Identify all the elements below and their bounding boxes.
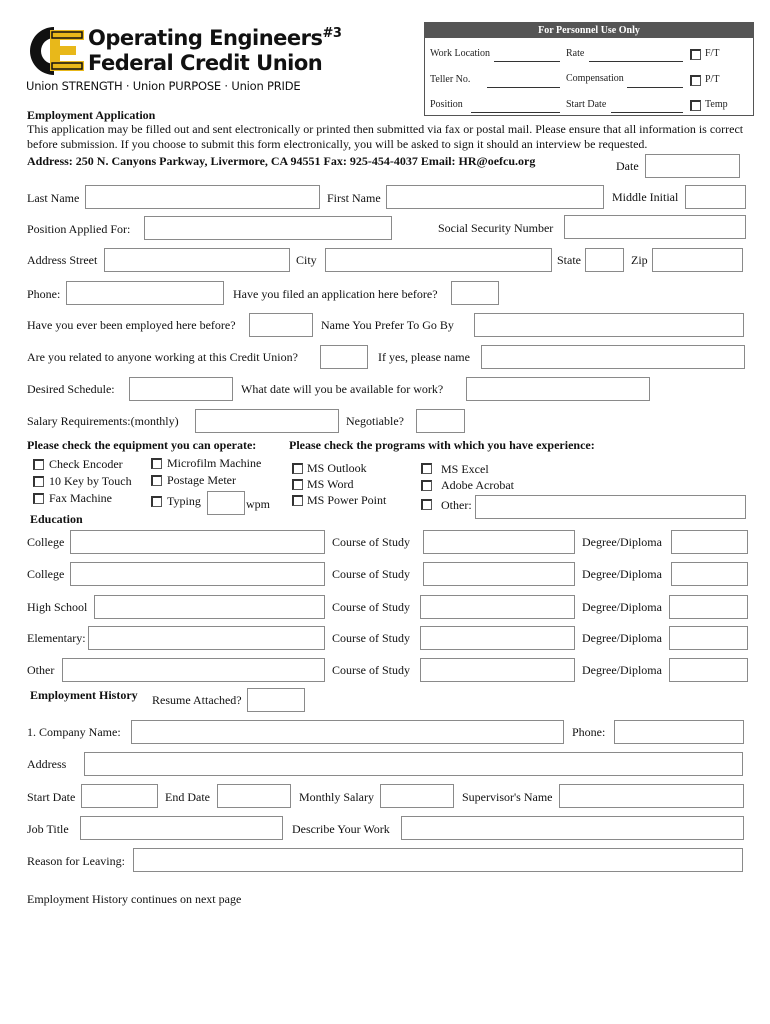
start-date-field[interactable] [81,784,158,808]
education-row-label: Elementary: [27,631,86,645]
start-date-line[interactable] [611,112,683,113]
elementary-degree-field[interactable] [669,626,748,650]
work-location-label: Work Location [430,48,491,59]
position-line[interactable] [471,112,560,113]
form-intro: This application may be filled out and sent electronically or printed then submitted via fax or postal mail. Please ensure that all information is correct before submission. If you choose to submit this form electronically, you will be asked to sign it should an interview be requested. [27,122,744,151]
ms-powerpoint-checkbox[interactable] [292,495,303,506]
city-label: City [296,253,317,267]
college-1-degree-field[interactable] [671,530,748,554]
postage-meter-checkbox[interactable] [151,475,162,486]
microfilm-label: Microfilm Machine [167,456,262,470]
employed-before-label: Have you ever been employed here before? [27,318,236,332]
state-label: State [557,253,581,267]
education-row-label: College [27,535,65,549]
last-name-label: Last Name [27,191,80,205]
microfilm-checkbox[interactable] [151,458,162,469]
pt-checkbox[interactable] [690,75,701,86]
start-date-label: Start Date [27,790,76,804]
resume-label: Resume Attached? [152,693,242,707]
course-label: Course of Study [332,535,410,549]
fax-machine-label: Fax Machine [49,491,112,505]
ms-excel-checkbox[interactable] [421,463,432,474]
ms-outlook-label: MS Outlook [307,461,367,475]
ft-checkbox[interactable] [690,49,701,60]
logo-line-1: Operating Engineers$^{\#3}$ [88,26,342,50]
high-school-degree-field[interactable] [669,595,748,619]
ssn-label: Social Security Number [438,221,554,235]
ms-powerpoint-label: MS Power Point [307,493,387,507]
typing-checkbox[interactable] [151,496,162,507]
degree-label: Degree/Diploma [582,535,662,549]
contact-address: Address: 250 N. Canyons Parkway, Livermore, CA 94551 Fax: 925-454-4037 Email: HR@oefcu.org [27,154,536,168]
if-yes-label: If yes, please name [378,350,470,364]
college-1-field[interactable] [70,530,325,554]
describe-work-field[interactable] [401,816,744,840]
ms-word-checkbox[interactable] [292,479,303,490]
ms-outlook-checkbox[interactable] [292,463,303,474]
pt-label: P/T [705,74,720,85]
ten-key-checkbox[interactable] [33,476,44,487]
start-date-label: Start Date [566,99,607,110]
zip-field[interactable] [652,248,743,272]
form-title: Employment Application [27,108,156,122]
resume-field[interactable] [247,688,305,712]
company-name-label: 1. Company Name: [27,725,121,739]
elementary-course-field[interactable] [420,626,575,650]
negotiable-label: Negotiable? [346,414,404,428]
end-date-field[interactable] [217,784,291,808]
position-label: Position [430,99,463,110]
date-field[interactable] [645,154,740,178]
state-field[interactable] [585,248,624,272]
adobe-acrobat-checkbox[interactable] [421,480,432,491]
city-field[interactable] [325,248,552,272]
degree-label: Degree/Diploma [582,567,662,581]
degree-label: Degree/Diploma [582,631,662,645]
negotiable-field[interactable] [416,409,465,433]
position-applied-field[interactable] [144,216,392,240]
company-address-label: Address [27,757,67,771]
reason-leaving-label: Reason for Leaving: [27,854,125,868]
salary-label: Salary Requirements:(monthly) [27,414,179,428]
continues-note: Employment History continues on next page [27,892,242,906]
desired-schedule-field[interactable] [129,377,233,401]
check-encoder-checkbox[interactable] [33,459,44,470]
teller-no-label: Teller No. [430,74,471,85]
address-street-field[interactable] [104,248,290,272]
postage-meter-label: Postage Meter [167,473,236,487]
company-phone-label: Phone: [572,725,606,739]
course-label: Course of Study [332,567,410,581]
ms-word-label: MS Word [307,477,354,491]
education-row-label: High School [27,600,88,614]
related-label: Are you related to anyone working at this Credit Union? [27,350,298,364]
monthly-salary-label: Monthly Salary [299,790,374,804]
temp-checkbox[interactable] [690,100,701,111]
middle-initial-label: Middle Initial [612,190,679,204]
available-date-field[interactable] [466,377,650,401]
course-label: Course of Study [332,631,410,645]
job-title-label: Job Title [27,822,69,836]
other-program-field[interactable] [475,495,746,519]
logo-tagline: Union STRENGTH · Union PURPOSE · Union PRIDE [26,79,301,93]
personnel-use-box [424,22,754,116]
related-name-field[interactable] [481,345,745,369]
date-label: Date [616,159,639,173]
end-date-label: End Date [165,790,210,804]
education-heading: Education [30,512,83,526]
ten-key-label: 10 Key by Touch [49,474,132,488]
teller-no-line[interactable] [487,87,560,88]
rate-label: Rate [566,48,585,59]
degree-label: Degree/Diploma [582,663,662,677]
company-phone-field[interactable] [614,720,744,744]
credit-union-logo [24,24,342,96]
programs-heading: Please check the programs with which you have experience: [289,438,595,452]
desired-schedule-label: Desired Schedule: [27,382,115,396]
typing-label: Typing [167,494,201,508]
zip-label: Zip [631,253,648,267]
course-label: Course of Study [332,663,410,677]
related-field[interactable] [320,345,368,369]
degree-label: Degree/Diploma [582,600,662,614]
college-2-field[interactable] [70,562,325,586]
college-1-course-field[interactable] [423,530,575,554]
other-education-field[interactable] [62,658,325,682]
position-applied-label: Position Applied For: [27,222,131,236]
temp-label: Temp [705,99,728,110]
education-row-label: Other [27,663,55,677]
college-2-degree-field[interactable] [671,562,748,586]
salary-field[interactable] [195,409,339,433]
filed-before-field[interactable] [451,281,499,305]
typing-wpm-field[interactable] [207,491,245,515]
ft-label: F/T [705,48,720,59]
education-row-label: College [27,567,65,581]
rate-line[interactable] [589,61,683,62]
filed-before-label: Have you filed an application here before? [233,287,438,301]
last-name-field[interactable] [85,185,320,209]
supervisor-label: Supervisor's Name [462,790,553,804]
ms-excel-label: MS Excel [441,462,489,476]
elementary-field[interactable] [88,626,325,650]
fax-machine-checkbox[interactable] [33,493,44,504]
monthly-salary-field[interactable] [380,784,454,808]
course-label: Course of Study [332,600,410,614]
oe-monogram-icon [24,24,88,78]
reason-leaving-field[interactable] [133,848,743,872]
other-education-degree-field[interactable] [669,658,748,682]
first-name-field[interactable] [386,185,604,209]
work-location-line[interactable] [494,61,560,62]
equipment-heading: Please check the equipment you can operate: [27,438,257,452]
other-education-course-field[interactable] [420,658,575,682]
compensation-line[interactable] [627,87,683,88]
adobe-acrobat-label: Adobe Acrobat [441,478,514,492]
high-school-field[interactable] [94,595,325,619]
logo-line-2: Federal Credit Union [88,51,323,75]
employment-heading: Employment History [30,688,138,702]
supervisor-field[interactable] [559,784,744,808]
other-program-checkbox[interactable] [421,499,432,510]
address-street-label: Address Street [27,253,98,267]
wpm-label: wpm [246,497,270,511]
check-encoder-label: Check Encoder [49,457,123,471]
ssn-field[interactable] [564,215,746,239]
compensation-label: Compensation [566,73,624,84]
employed-before-field[interactable] [249,313,313,337]
prefer-name-label: Name You Prefer To Go By [321,318,454,332]
high-school-course-field[interactable] [420,595,575,619]
college-2-course-field[interactable] [423,562,575,586]
prefer-name-field[interactable] [474,313,744,337]
middle-initial-field[interactable] [685,185,746,209]
job-title-field[interactable] [80,816,283,840]
other-program-label: Other: [441,498,472,512]
personnel-box-title: For Personnel Use Only [425,23,753,38]
phone-field[interactable] [66,281,224,305]
describe-work-label: Describe Your Work [292,822,390,836]
phone-label: Phone: [27,287,61,301]
company-name-field[interactable] [131,720,564,744]
first-name-label: First Name [327,191,381,205]
company-address-field[interactable] [84,752,743,776]
available-date-label: What date will you be available for work? [241,382,444,396]
